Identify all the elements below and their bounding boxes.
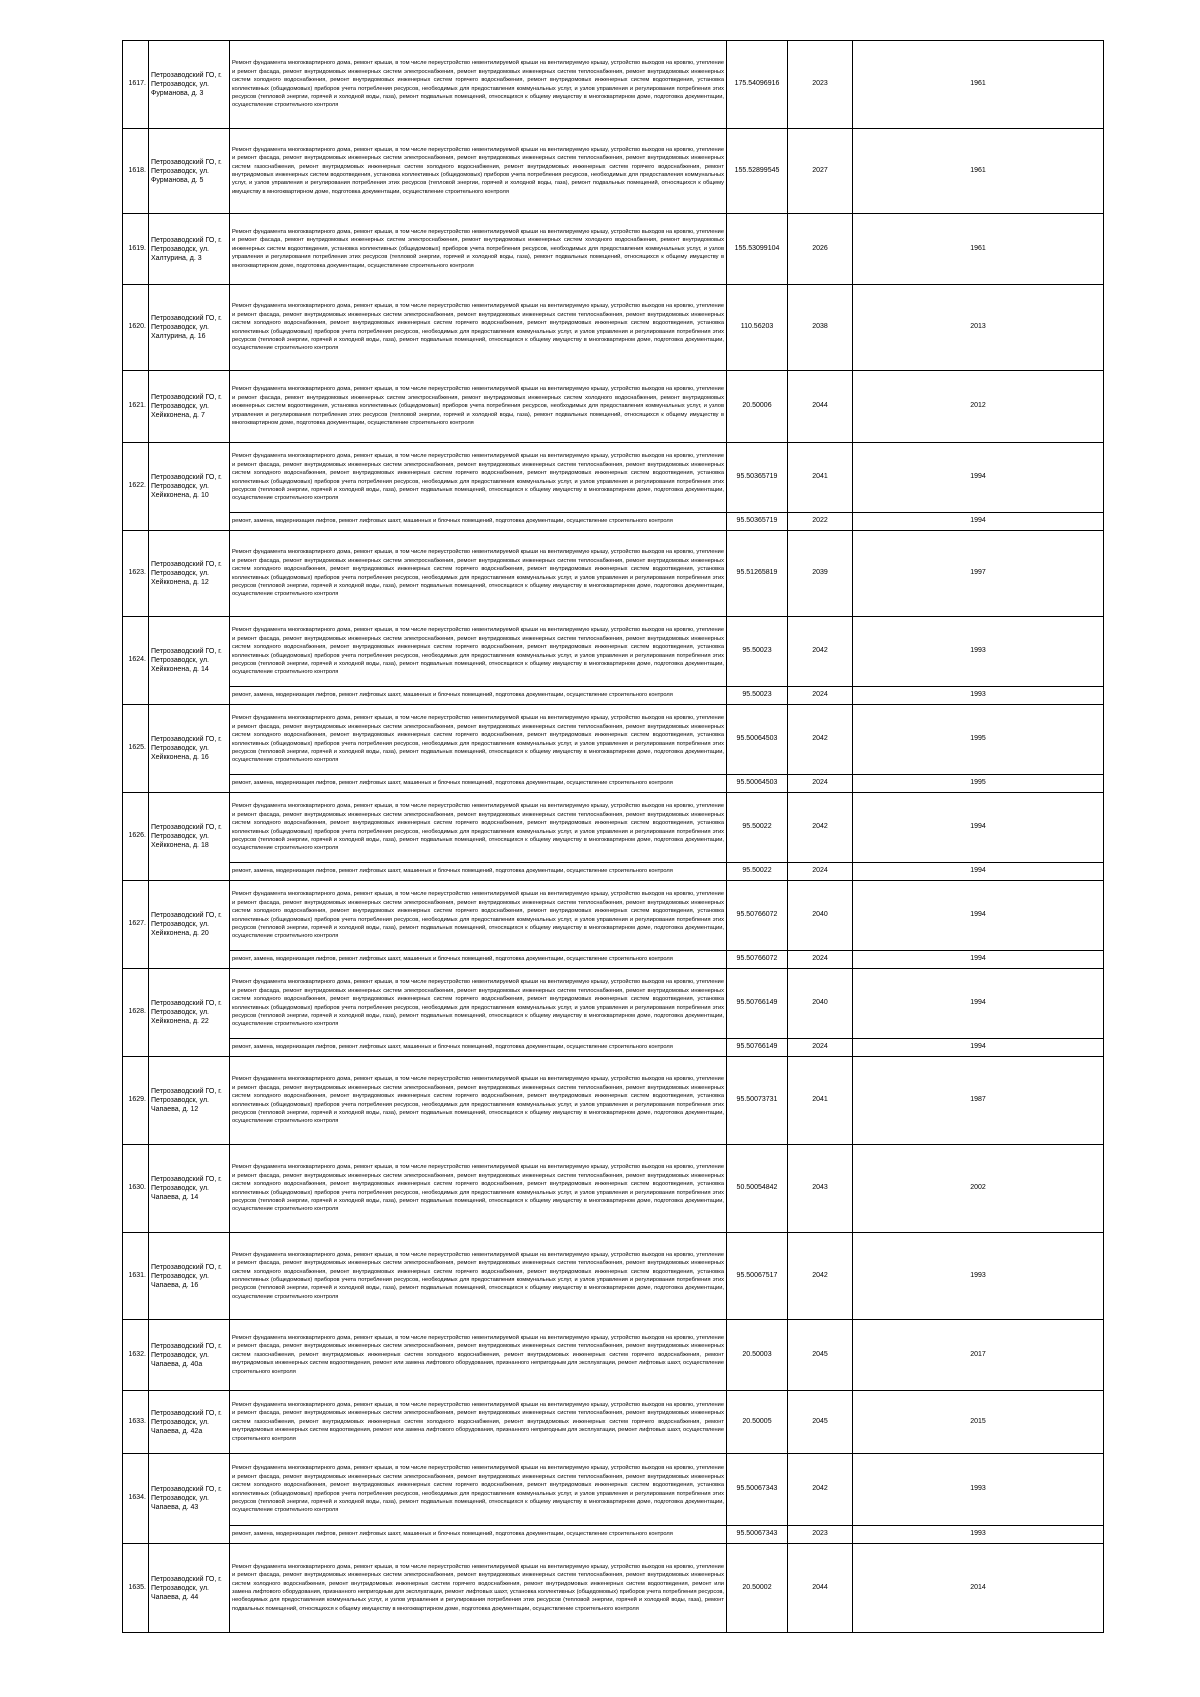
planned-year-cell: 2042: [788, 617, 853, 687]
cost-cell: 95.50067343: [727, 1454, 788, 1526]
planned-year-cell: 2038: [788, 285, 853, 371]
work-description-cell: ремонт, замена, модернизация лифтов, ремонт лифтовых шахт, машинных и блочных помещений, подготовка документации, осуществление строительного контроля: [230, 513, 727, 531]
table-row: [123, 1233, 1104, 1320]
planned-year-cell: 2042: [788, 793, 853, 863]
work-description-cell: Ремонт фундамента многоквартирного дома, ремонт крыши, в том числе переустройство невентилируемой крыши на вентилируемую крышу, устройство выходов на кровлю, утепление и ремонт фасада, ремонт внутридомовых инженерных систем электроснабжения, ремонт внутридомовых инженерных систем теплоснабжения, ремонт внутридомовых инженерных систем холодного водоснабжения, ремонт внутридомовых инженерных систем горячего водоснабжения, ремонт внутридомовых инженерных систем водоотведения, установка коллективных (общедомовых) приборов учета потребления ресурсов, необходимых для предоставления коммунальных услуг, и узлов управления и регулирования потребления этих ресурсов (тепловой энергии, горячей и холодной воды, газа), ремонт подвальных помещений, относящихся к общему имуществу в многоквартирном доме, подготовка документации, осуществление строительного контроля: [230, 617, 727, 687]
address-cell: Петрозаводский ГО, г. Петрозаводск, ул. Фурманова, д. 5: [149, 129, 230, 214]
table-row: [123, 1057, 1104, 1145]
address-cell: Петрозаводский ГО, г. Петрозаводск, ул. Чапаева, д. 16: [149, 1233, 230, 1320]
build-year-cell: 2002: [853, 1145, 1104, 1233]
table-row: [123, 1391, 1104, 1454]
table-row: [123, 617, 1104, 687]
build-year-cell: 1987: [853, 1057, 1104, 1145]
row-number: 1632.: [123, 1320, 149, 1391]
address-cell: Петрозаводский ГО, г. Петрозаводск, ул. Чапаева, д. 44: [149, 1544, 230, 1633]
cost-cell: 95.50022: [727, 863, 788, 881]
work-description-cell: Ремонт фундамента многоквартирного дома, ремонт крыши, в том числе переустройство невентилируемой крыши на вентилируемую крышу, устройство выходов на кровлю, утепление и ремонт фасада, ремонт внутридомовых инженерных систем электроснабжения, ремонт внутридомовых инженерных систем теплоснабжения, ремонт внутридомовых инженерных систем газоснабжения, ремонт внутридомовых инженерных систем холодного водоснабжения, ремонт внутридомовых инженерных систем горячего водоснабжения, ремонт внутридомовых инженерных систем водоотведения, ремонт или замена лифтового оборудования, признанного непригодным для эксплуатации, ремонт лифтовых шахт, осуществление строительного контроля: [230, 1320, 727, 1391]
row-number: 1620.: [123, 285, 149, 371]
row-number: 1630.: [123, 1145, 149, 1233]
build-year-cell: 1995: [853, 705, 1104, 775]
table-row: [123, 1320, 1104, 1391]
work-description-cell: ремонт, замена, модернизация лифтов, ремонт лифтовых шахт, машинных и блочных помещений, подготовка документации, осуществление строительного контроля: [230, 863, 727, 881]
work-description-cell: ремонт, замена, модернизация лифтов, ремонт лифтовых шахт, машинных и блочных помещений, подготовка документации, осуществление строительного контроля: [230, 687, 727, 705]
work-description-cell: Ремонт фундамента многоквартирного дома, ремонт крыши, в том числе переустройство невентилируемой крыши на вентилируемую крышу, устройство выходов на кровлю, утепление и ремонт фасада, ремонт внутридомовых инженерных систем электроснабжения, ремонт внутридомовых инженерных систем теплоснабжения, ремонт внутридомовых инженерных систем холодного водоснабжения, ремонт внутридомовых инженерных систем горячего водоснабжения, ремонт внутридомовых инженерных систем водоотведения, установка коллективных (общедомовых) приборов учета потребления ресурсов, необходимых для предоставления коммунальных услуг, и узлов управления и регулирования потребления этих ресурсов (тепловой энергии, горячей и холодной воды, газа), ремонт подвальных помещений, относящихся к общему имуществу в многоквартирном доме, подготовка документации, осуществление строительного контроля: [230, 793, 727, 863]
cost-cell: 95.50766149: [727, 1039, 788, 1057]
work-description-cell: Ремонт фундамента многоквартирного дома, ремонт крыши, в том числе переустройство невентилируемой крыши на вентилируемую крышу, устройство выходов на кровлю, утепление и ремонт фасада, ремонт внутридомовых инженерных систем электроснабжения, ремонт внутридомовых инженерных систем теплоснабжения, ремонт внутридомовых инженерных систем холодного водоснабжения, ремонт внутридомовых инженерных систем горячего водоснабжения, ремонт внутридомовых инженерных систем водоотведения, установка коллективных (общедомовых) приборов учета потребления ресурсов, необходимых для предоставления коммунальных услуг, и узлов управления и регулирования потребления этих ресурсов (тепловой энергии, горячей и холодной воды, газа), ремонт подвальных помещений, относящихся к общему имуществу в многоквартирном доме, подготовка документации, осуществление строительного контроля: [230, 41, 727, 129]
table-row: [123, 1039, 1104, 1057]
work-description-cell: Ремонт фундамента многоквартирного дома, ремонт крыши, в том числе переустройство невентилируемой крыши на вентилируемую крышу, устройство выходов на кровлю, утепление и ремонт фасада, ремонт внутридомовых инженерных систем электроснабжения, ремонт внутридомовых инженерных систем теплоснабжения, ремонт внутридомовых инженерных систем холодного водоснабжения, ремонт внутридомовых инженерных систем горячего водоснабжения, ремонт внутридомовых инженерных систем водоотведения, установка коллективных (общедомовых) приборов учета потребления ресурсов, необходимых для предоставления коммунальных услуг, и узлов управления и регулирования потребления этих ресурсов (тепловой энергии, горячей и холодной воды, газа), ремонт подвальных помещений, относящихся к общему имуществу в многоквартирном доме, подготовка документации, осуществление строительного контроля: [230, 705, 727, 775]
work-description-cell: ремонт, замена, модернизация лифтов, ремонт лифтовых шахт, машинных и блочных помещений, подготовка документации, осуществление строительного контроля: [230, 775, 727, 793]
planned-year-cell: 2041: [788, 443, 853, 513]
table-row: [123, 1145, 1104, 1233]
planned-year-cell: 2023: [788, 1526, 853, 1544]
cost-cell: 95.50023: [727, 617, 788, 687]
cost-cell: 20.50003: [727, 1320, 788, 1391]
table-row: [123, 371, 1104, 443]
cost-cell: 95.50067343: [727, 1526, 788, 1544]
work-description-cell: Ремонт фундамента многоквартирного дома, ремонт крыши, в том числе переустройство невентилируемой крыши на вентилируемую крышу, устройство выходов на кровлю, утепление и ремонт фасада, ремонт внутридомовых инженерных систем электроснабжения, ремонт внутридомовых инженерных систем теплоснабжения, ремонт внутридомовых инженерных систем холодного водоснабжения, ремонт внутридомовых инженерных систем горячего водоснабжения, ремонт внутридомовых инженерных систем водоотведения, установка коллективных (общедомовых) приборов учета потребления ресурсов, необходимых для предоставления коммунальных услуг, и узлов управления и регулирования потребления этих ресурсов (тепловой энергии, горячей и холодной воды, газа), ремонт подвальных помещений, относящихся к общему имуществу в многоквартирном доме, подготовка документации, осуществление строительного контроля: [230, 881, 727, 951]
work-description-cell: ремонт, замена, модернизация лифтов, ремонт лифтовых шахт, машинных и блочных помещений, подготовка документации, осуществление строительного контроля: [230, 951, 727, 969]
table-row: [123, 214, 1104, 285]
build-year-cell: 2017: [853, 1320, 1104, 1391]
work-description-cell: Ремонт фундамента многоквартирного дома, ремонт крыши, в том числе переустройство невентилируемой крыши на вентилируемую крышу, устройство выходов на кровлю, утепление и ремонт фасада, ремонт внутридомовых инженерных систем электроснабжения, ремонт внутридомовых инженерных систем теплоснабжения, ремонт внутридомовых инженерных систем холодного водоснабжения, ремонт внутридомовых инженерных систем горячего водоснабжения, ремонт внутридомовых инженерных систем водоотведения, установка коллективных (общедомовых) приборов учета потребления ресурсов, необходимых для предоставления коммунальных услуг, и узлов управления и регулирования потребления этих ресурсов (тепловой энергии, горячей и холодной воды, газа), ремонт подвальных помещений, относящихся к общему имуществу в многоквартирном доме, подготовка документации, осуществление строительного контроля: [230, 969, 727, 1039]
cost-cell: 95.50365719: [727, 443, 788, 513]
table-row: [123, 687, 1104, 705]
table-row: [123, 531, 1104, 617]
build-year-cell: 1961: [853, 129, 1104, 214]
planned-year-cell: 2024: [788, 687, 853, 705]
planned-year-cell: 2040: [788, 969, 853, 1039]
work-description-cell: Ремонт фундамента многоквартирного дома, ремонт крыши, в том числе переустройство невентилируемой крыши на вентилируемую крышу, устройство выходов на кровлю, утепление и ремонт фасада, ремонт внутридомовых инженерных систем электроснабжения, ремонт внутридомовых инженерных систем холодного водоснабжения, ремонт внутридомовых инженерных систем водоотведения, установка коллективных (общедомовых) приборов учета потребления ресурсов, необходимых для предоставления коммунальных услуг, и узлов управления и регулирования потребления этих ресурсов (тепловой энергии, горячей и холодной воды, газа), ремонт подвальных помещений, относящихся к общему имуществу в многоквартирном доме, подготовка документации, осуществление строительного контроля: [230, 371, 727, 443]
table-row: [123, 129, 1104, 214]
build-year-cell: 1994: [853, 969, 1104, 1039]
cost-cell: 95.50073731: [727, 1057, 788, 1145]
build-year-cell: 1993: [853, 617, 1104, 687]
planned-year-cell: 2024: [788, 951, 853, 969]
planned-year-cell: 2040: [788, 881, 853, 951]
address-cell: Петрозаводский ГО, г. Петрозаводск, ул. Халтурина, д. 3: [149, 214, 230, 285]
table-row: [123, 285, 1104, 371]
cost-cell: 95.50365719: [727, 513, 788, 531]
work-description-cell: Ремонт фундамента многоквартирного дома, ремонт крыши, в том числе переустройство невентилируемой крыши на вентилируемую крышу, устройство выходов на кровлю, утепление и ремонт фасада, ремонт внутридомовых инженерных систем электроснабжения, ремонт внутридомовых инженерных систем теплоснабжения, ремонт внутридомовых инженерных систем холодного водоснабжения, ремонт внутридомовых инженерных систем горячего водоснабжения, ремонт внутридомовых инженерных систем водоотведения, ремонт или замена лифтового оборудования, признанного непригодным для эксплуатации, ремонт лифтовых шахт, установка коллективных (общедомовых) приборов учета потребления ресурсов, необходимых для предоставления коммунальных услуг, и узлов управления и регулирования потребления этих ресурсов (тепловой энергии, горячей и холодной воды, газа), ремонт подвальных помещений, относящихся к общему имуществу в многоквартирном доме, подготовка документации, осуществление строительного контроля: [230, 1544, 727, 1633]
work-description-cell: ремонт, замена, модернизация лифтов, ремонт лифтовых шахт, машинных и блочных помещений, подготовка документации, осуществление строительного контроля: [230, 1039, 727, 1057]
row-number: 1633.: [123, 1391, 149, 1454]
address-cell: Петрозаводский ГО, г. Петрозаводск, ул. Чапаева, д. 40а: [149, 1320, 230, 1391]
row-number: 1628.: [123, 969, 149, 1057]
table-row: [123, 881, 1104, 951]
planned-year-cell: 2023: [788, 41, 853, 129]
build-year-cell: 1961: [853, 41, 1104, 129]
build-year-cell: 1994: [853, 951, 1104, 969]
table-row: [123, 793, 1104, 863]
address-cell: Петрозаводский ГО, г. Петрозаводск, ул. Хейкконена, д. 16: [149, 705, 230, 793]
cost-cell: 95.50766072: [727, 881, 788, 951]
planned-year-cell: 2044: [788, 1544, 853, 1633]
build-year-cell: 2013: [853, 285, 1104, 371]
build-year-cell: 1994: [853, 863, 1104, 881]
planned-year-cell: 2043: [788, 1145, 853, 1233]
address-cell: Петрозаводский ГО, г. Петрозаводск, ул. Хейкконена, д. 20: [149, 881, 230, 969]
capital-repair-table: [122, 40, 1104, 1633]
build-year-cell: 1993: [853, 1233, 1104, 1320]
address-cell: Петрозаводский ГО, г. Петрозаводск, ул. Хейкконена, д. 22: [149, 969, 230, 1057]
table-row: [123, 705, 1104, 775]
row-number: 1627.: [123, 881, 149, 969]
row-number: 1619.: [123, 214, 149, 285]
row-number: 1626.: [123, 793, 149, 881]
cost-cell: 95.50022: [727, 793, 788, 863]
work-description-cell: Ремонт фундамента многоквартирного дома, ремонт крыши, в том числе переустройство невентилируемой крыши на вентилируемую крышу, устройство выходов на кровлю, утепление и ремонт фасада, ремонт внутридомовых инженерных систем электроснабжения, ремонт внутридомовых инженерных систем теплоснабжения, ремонт внутридомовых инженерных систем холодного водоснабжения, ремонт внутридомовых инженерных систем горячего водоснабжения, ремонт внутридомовых инженерных систем водоотведения, установка коллективных (общедомовых) приборов учета потребления ресурсов, необходимых для предоставления коммунальных услуг, и узлов управления и регулирования потребления этих ресурсов (тепловой энергии, горячей и холодной воды, газа), ремонт подвальных помещений, относящихся к общему имуществу в многоквартирном доме, подготовка документации, осуществление строительного контроля: [230, 1145, 727, 1233]
planned-year-cell: 2026: [788, 214, 853, 285]
planned-year-cell: 2042: [788, 1233, 853, 1320]
address-cell: Петрозаводский ГО, г. Петрозаводск, ул. Халтурина, д. 16: [149, 285, 230, 371]
work-description-cell: Ремонт фундамента многоквартирного дома, ремонт крыши, в том числе переустройство невентилируемой крыши на вентилируемую крышу, устройство выходов на кровлю, утепление и ремонт фасада, ремонт внутридомовых инженерных систем электроснабжения, ремонт внутридомовых инженерных систем теплоснабжения, ремонт внутридомовых инженерных систем газоснабжения, ремонт внутридомовых инженерных систем холодного водоснабжения, ремонт внутридомовых инженерных систем горячего водоснабжения, ремонт внутридомовых инженерных систем водоотведения, ремонт или замена лифтового оборудования, признанного непригодным для эксплуатации, ремонт лифтовых шахт, осуществление строительного контроля: [230, 1391, 727, 1454]
row-number: 1624.: [123, 617, 149, 705]
table-row: [123, 863, 1104, 881]
build-year-cell: 1961: [853, 214, 1104, 285]
cost-cell: 110.56203: [727, 285, 788, 371]
planned-year-cell: 2044: [788, 371, 853, 443]
cost-cell: 20.50002: [727, 1544, 788, 1633]
build-year-cell: 2014: [853, 1544, 1104, 1633]
build-year-cell: 1993: [853, 1454, 1104, 1526]
address-cell: Петрозаводский ГО, г. Петрозаводск, ул. Чапаева, д. 12: [149, 1057, 230, 1145]
cost-cell: 20.50005: [727, 1391, 788, 1454]
row-number: 1635.: [123, 1544, 149, 1633]
cost-cell: 95.50067517: [727, 1233, 788, 1320]
planned-year-cell: 2045: [788, 1391, 853, 1454]
table-row: [123, 1526, 1104, 1544]
cost-cell: 20.50006: [727, 371, 788, 443]
row-number: 1634.: [123, 1454, 149, 1544]
build-year-cell: 1994: [853, 443, 1104, 513]
build-year-cell: 1997: [853, 531, 1104, 617]
table-row: [123, 443, 1104, 513]
cost-cell: 95.51265819: [727, 531, 788, 617]
table-row: [123, 513, 1104, 531]
build-year-cell: 2015: [853, 1391, 1104, 1454]
table-row: [123, 1454, 1104, 1526]
cost-cell: 155.53099104: [727, 214, 788, 285]
build-year-cell: 1994: [853, 1039, 1104, 1057]
row-number: 1621.: [123, 371, 149, 443]
row-number: 1625.: [123, 705, 149, 793]
table-row: [123, 1544, 1104, 1633]
table-row: [123, 775, 1104, 793]
work-description-cell: Ремонт фундамента многоквартирного дома, ремонт крыши, в том числе переустройство невентилируемой крыши на вентилируемую крышу, устройство выходов на кровлю, утепление и ремонт фасада, ремонт внутридомовых инженерных систем электроснабжения, ремонт внутридомовых инженерных систем теплоснабжения, ремонт внутридомовых инженерных систем холодного водоснабжения, ремонт внутридомовых инженерных систем горячего водоснабжения, ремонт внутридомовых инженерных систем водоотведения, установка коллективных (общедомовых) приборов учета потребления ресурсов, необходимых для предоставления коммунальных услуг, и узлов управления и регулирования потребления этих ресурсов (тепловой энергии, горячей и холодной воды, газа), ремонт подвальных помещений, относящихся к общему имуществу в многоквартирном доме, подготовка документации, осуществление строительного контроля: [230, 1233, 727, 1320]
cost-cell: 95.50766072: [727, 951, 788, 969]
cost-cell: 50.50054842: [727, 1145, 788, 1233]
row-number: 1623.: [123, 531, 149, 617]
row-number: 1618.: [123, 129, 149, 214]
planned-year-cell: 2042: [788, 705, 853, 775]
table-row: [123, 969, 1104, 1039]
row-number: 1629.: [123, 1057, 149, 1145]
address-cell: Петрозаводский ГО, г. Петрозаводск, ул. Чапаева, д. 43: [149, 1454, 230, 1544]
build-year-cell: 1995: [853, 775, 1104, 793]
address-cell: Петрозаводский ГО, г. Петрозаводск, ул. Фурманова, д. 3: [149, 41, 230, 129]
table-row: [123, 951, 1104, 969]
cost-cell: 155.52899545: [727, 129, 788, 214]
address-cell: Петрозаводский ГО, г. Петрозаводск, ул. Чапаева, д. 14: [149, 1145, 230, 1233]
work-description-cell: Ремонт фундамента многоквартирного дома, ремонт крыши, в том числе переустройство невентилируемой крыши на вентилируемую крышу, устройство выходов на кровлю, утепление и ремонт фасада, ремонт внутридомовых инженерных систем электроснабжения, ремонт внутридомовых инженерных систем теплоснабжения, ремонт внутридомовых инженерных систем холодного водоснабжения, ремонт внутридомовых инженерных систем горячего водоснабжения, ремонт внутридомовых инженерных систем водоотведения, установка коллективных (общедомовых) приборов учета потребления ресурсов, необходимых для предоставления коммунальных услуг, и узлов управления и регулирования потребления этих ресурсов (тепловой энергии, горячей и холодной воды, газа), ремонт подвальных помещений, относящихся к общему имуществу в многоквартирном доме, подготовка документации, осуществление строительного контроля: [230, 531, 727, 617]
row-number: 1622.: [123, 443, 149, 531]
work-description-cell: Ремонт фундамента многоквартирного дома, ремонт крыши, в том числе переустройство невентилируемой крыши на вентилируемую крышу, устройство выходов на кровлю, утепление и ремонт фасада, ремонт внутридомовых инженерных систем электроснабжения, ремонт внутридомовых инженерных систем теплоснабжения, ремонт внутридомовых инженерных систем газоснабжения, ремонт внутридомовых инженерных систем холодного водоснабжения, ремонт внутридомовых инженерных систем горячего водоснабжения, ремонт внутридомовых инженерных систем водоотведения, установка коллективных (общедомовых) приборов учета потребления ресурсов, необходимых для предоставления коммунальных услуг, и узлов управления и регулирования потребления этих ресурсов (тепловой энергии, горячей и холодной воды, газа), ремонт подвальных помещений, относящихся к общему имуществу в многоквартирном доме, подготовка документации, осуществление строительного контроля: [230, 129, 727, 214]
planned-year-cell: 2042: [788, 1454, 853, 1526]
row-number: 1617.: [123, 41, 149, 129]
work-description-cell: Ремонт фундамента многоквартирного дома, ремонт крыши, в том числе переустройство невентилируемой крыши на вентилируемую крышу, устройство выходов на кровлю, утепление и ремонт фасада, ремонт внутридомовых инженерных систем электроснабжения, ремонт внутридомовых инженерных систем теплоснабжения, ремонт внутридомовых инженерных систем холодного водоснабжения, ремонт внутридомовых инженерных систем горячего водоснабжения, ремонт внутридомовых инженерных систем водоотведения, установка коллективных (общедомовых) приборов учета потребления ресурсов, необходимых для предоставления коммунальных услуг, и узлов управления и регулирования потребления этих ресурсов (тепловой энергии, горячей и холодной воды, газа), ремонт подвальных помещений, относящихся к общему имуществу в многоквартирном доме, подготовка документации, осуществление строительного контроля: [230, 1454, 727, 1526]
table-body: [123, 41, 1104, 1633]
work-description-cell: Ремонт фундамента многоквартирного дома, ремонт крыши, в том числе переустройство невентилируемой крыши на вентилируемую крышу, устройство выходов на кровлю, утепление и ремонт фасада, ремонт внутридомовых инженерных систем электроснабжения, ремонт внутридомовых инженерных систем теплоснабжения, ремонт внутридомовых инженерных систем холодного водоснабжения, ремонт внутридомовых инженерных систем горячего водоснабжения, ремонт внутридомовых инженерных систем водоотведения, установка коллективных (общедомовых) приборов учета потребления ресурсов, необходимых для предоставления коммунальных услуг, и узлов управления и регулирования потребления этих ресурсов (тепловой энергии, горячей и холодной воды, газа), ремонт подвальных помещений, относящихся к общему имуществу в многоквартирном доме, подготовка документации, осуществление строительного контроля: [230, 1057, 727, 1145]
planned-year-cell: 2045: [788, 1320, 853, 1391]
work-description-cell: Ремонт фундамента многоквартирного дома, ремонт крыши, в том числе переустройство невентилируемой крыши на вентилируемую крышу, устройство выходов на кровлю, утепление и ремонт фасада, ремонт внутридомовых инженерных систем электроснабжения, ремонт внутридомовых инженерных систем теплоснабжения, ремонт внутридомовых инженерных систем холодного водоснабжения, ремонт внутридомовых инженерных систем горячего водоснабжения, ремонт внутридомовых инженерных систем водоотведения, установка коллективных (общедомовых) приборов учета потребления ресурсов, необходимых для предоставления коммунальных услуг, и узлов управления и регулирования потребления этих ресурсов (тепловой энергии, горячей и холодной воды, газа), ремонт подвальных помещений, относящихся к общему имуществу в многоквартирном доме, подготовка документации, осуществление строительного контроля: [230, 443, 727, 513]
address-cell: Петрозаводский ГО, г. Петрозаводск, ул. Хейкконена, д. 7: [149, 371, 230, 443]
address-cell: Петрозаводский ГО, г. Петрозаводск, ул. Чапаева, д. 42а: [149, 1391, 230, 1454]
build-year-cell: 1994: [853, 881, 1104, 951]
cost-cell: 175.54096916: [727, 41, 788, 129]
planned-year-cell: 2022: [788, 513, 853, 531]
planned-year-cell: 2024: [788, 1039, 853, 1057]
build-year-cell: 1993: [853, 1526, 1104, 1544]
work-description-cell: ремонт, замена, модернизация лифтов, ремонт лифтовых шахт, машинных и блочных помещений, подготовка документации, осуществление строительного контроля: [230, 1526, 727, 1544]
planned-year-cell: 2027: [788, 129, 853, 214]
build-year-cell: 2012: [853, 371, 1104, 443]
build-year-cell: 1994: [853, 793, 1104, 863]
address-cell: Петрозаводский ГО, г. Петрозаводск, ул. Хейкконена, д. 14: [149, 617, 230, 705]
work-description-cell: Ремонт фундамента многоквартирного дома, ремонт крыши, в том числе переустройство невентилируемой крыши на вентилируемую крышу, устройство выходов на кровлю, утепление и ремонт фасада, ремонт внутридомовых инженерных систем электроснабжения, ремонт внутридомовых инженерных систем холодного водоснабжения, ремонт внутридомовых инженерных систем водоотведения, установка коллективных (общедомовых) приборов учета потребления ресурсов, необходимых для предоставления коммунальных услуг, и узлов управления и регулирования потребления этих ресурсов (тепловой энергии, горячей и холодной воды, газа), ремонт подвальных помещений, относящихся к общему имуществу в многоквартирном доме, подготовка документации, осуществление строительного контроля: [230, 214, 727, 285]
cost-cell: 95.50766149: [727, 969, 788, 1039]
planned-year-cell: 2041: [788, 1057, 853, 1145]
work-description-cell: Ремонт фундамента многоквартирного дома, ремонт крыши, в том числе переустройство невентилируемой крыши на вентилируемую крышу, устройство выходов на кровлю, утепление и ремонт фасада, ремонт внутридомовых инженерных систем электроснабжения, ремонт внутридомовых инженерных систем теплоснабжения, ремонт внутридомовых инженерных систем холодного водоснабжения, ремонт внутридомовых инженерных систем горячего водоснабжения, ремонт внутридомовых инженерных систем водоотведения, установка коллективных (общедомовых) приборов учета потребления ресурсов, необходимых для предоставления коммунальных услуг, и узлов управления и регулирования потребления этих ресурсов (тепловой энергии, горячей и холодной воды, газа), ремонт подвальных помещений, относящихся к общему имуществу в многоквартирном доме, подготовка документации, осуществление строительного контроля: [230, 285, 727, 371]
cost-cell: 95.50064503: [727, 775, 788, 793]
planned-year-cell: 2039: [788, 531, 853, 617]
row-number: 1631.: [123, 1233, 149, 1320]
build-year-cell: 1993: [853, 687, 1104, 705]
table-row: [123, 41, 1104, 129]
address-cell: Петрозаводский ГО, г. Петрозаводск, ул. Хейкконена, д. 10: [149, 443, 230, 531]
build-year-cell: 1994: [853, 513, 1104, 531]
address-cell: Петрозаводский ГО, г. Петрозаводск, ул. Хейкконена, д. 12: [149, 531, 230, 617]
address-cell: Петрозаводский ГО, г. Петрозаводск, ул. Хейкконена, д. 18: [149, 793, 230, 881]
planned-year-cell: 2024: [788, 863, 853, 881]
planned-year-cell: 2024: [788, 775, 853, 793]
cost-cell: 95.50023: [727, 687, 788, 705]
cost-cell: 95.50064503: [727, 705, 788, 775]
